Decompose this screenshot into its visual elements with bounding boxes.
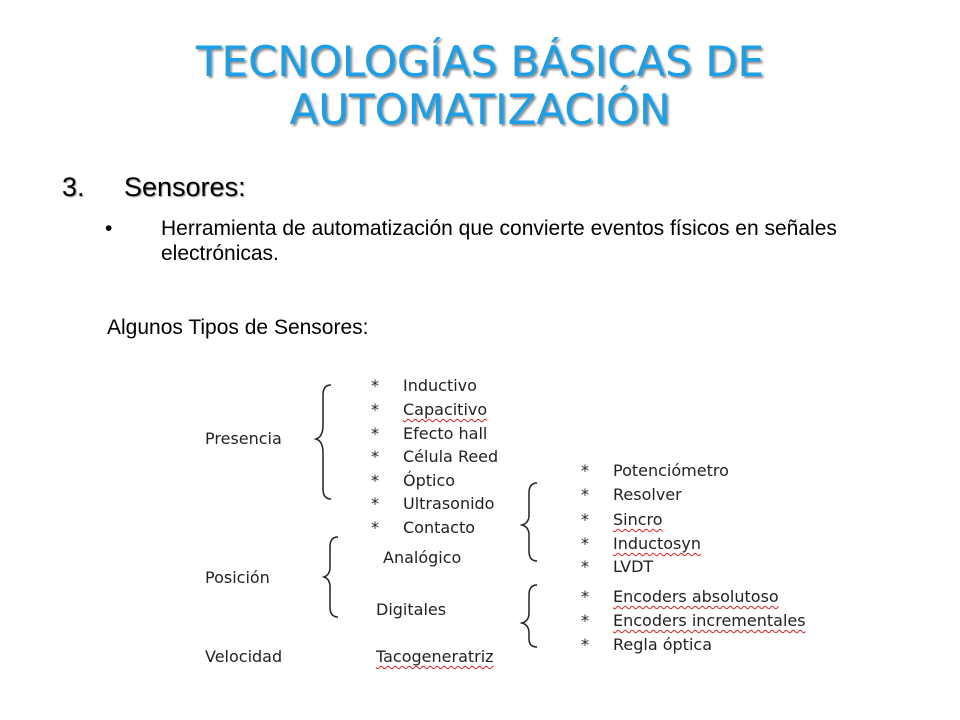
section-label: Sensores: bbox=[124, 172, 246, 202]
presencia-brace bbox=[316, 385, 331, 499]
digitales-item: * Regla óptica bbox=[581, 635, 712, 654]
analogico-item: * Inductosyn bbox=[581, 534, 701, 553]
presencia-item: * Efecto hall bbox=[371, 424, 488, 443]
digitales-brace bbox=[522, 585, 537, 647]
presencia-item: * Contacto bbox=[371, 518, 476, 537]
section-heading bbox=[62, 172, 246, 203]
analogico-item: * Resolver bbox=[581, 485, 682, 504]
presencia-item: * Capacitivo bbox=[371, 400, 488, 419]
bullet-marker: • bbox=[105, 217, 113, 240]
sub-digitales: Digitales bbox=[376, 600, 447, 619]
sensor-classification-diagram bbox=[195, 365, 835, 670]
slide-title bbox=[0, 38, 960, 134]
analogico-item: * LVDT bbox=[581, 557, 654, 576]
sub-analogico: Analógico bbox=[383, 548, 462, 567]
velocidad-item: Tacogeneratriz bbox=[376, 647, 494, 666]
analogico-brace bbox=[522, 483, 537, 561]
title-line-2: AUTOMATIZACIÓN bbox=[289, 85, 671, 134]
category-velocidad: Velocidad bbox=[205, 647, 283, 666]
section-number: 3. bbox=[62, 172, 85, 202]
bullet-text: Herramienta de automatización que convierte eventos físicos en señales electrónicas. bbox=[161, 217, 837, 265]
digitales-item: * Encoders absolutoso bbox=[581, 587, 779, 606]
sensor-types-label: Algunos Tipos de Sensores: bbox=[107, 316, 369, 339]
digitales-item: * Encoders incrementales bbox=[581, 611, 806, 630]
category-posicion: Posición bbox=[205, 568, 270, 587]
presencia-item: * Inductivo bbox=[371, 376, 477, 395]
title-line-1: TECNOLOGÍAS BÁSICAS DE bbox=[195, 37, 765, 86]
presencia-item: * Óptico bbox=[371, 471, 456, 490]
presencia-item: * Ultrasonido bbox=[371, 494, 495, 513]
analogico-item: * Potenciómetro bbox=[581, 461, 729, 480]
category-presencia: Presencia bbox=[205, 429, 282, 448]
posicion-brace bbox=[324, 537, 338, 617]
presencia-item: * Célula Reed bbox=[371, 447, 499, 466]
analogico-item: * Sincro bbox=[581, 510, 663, 529]
